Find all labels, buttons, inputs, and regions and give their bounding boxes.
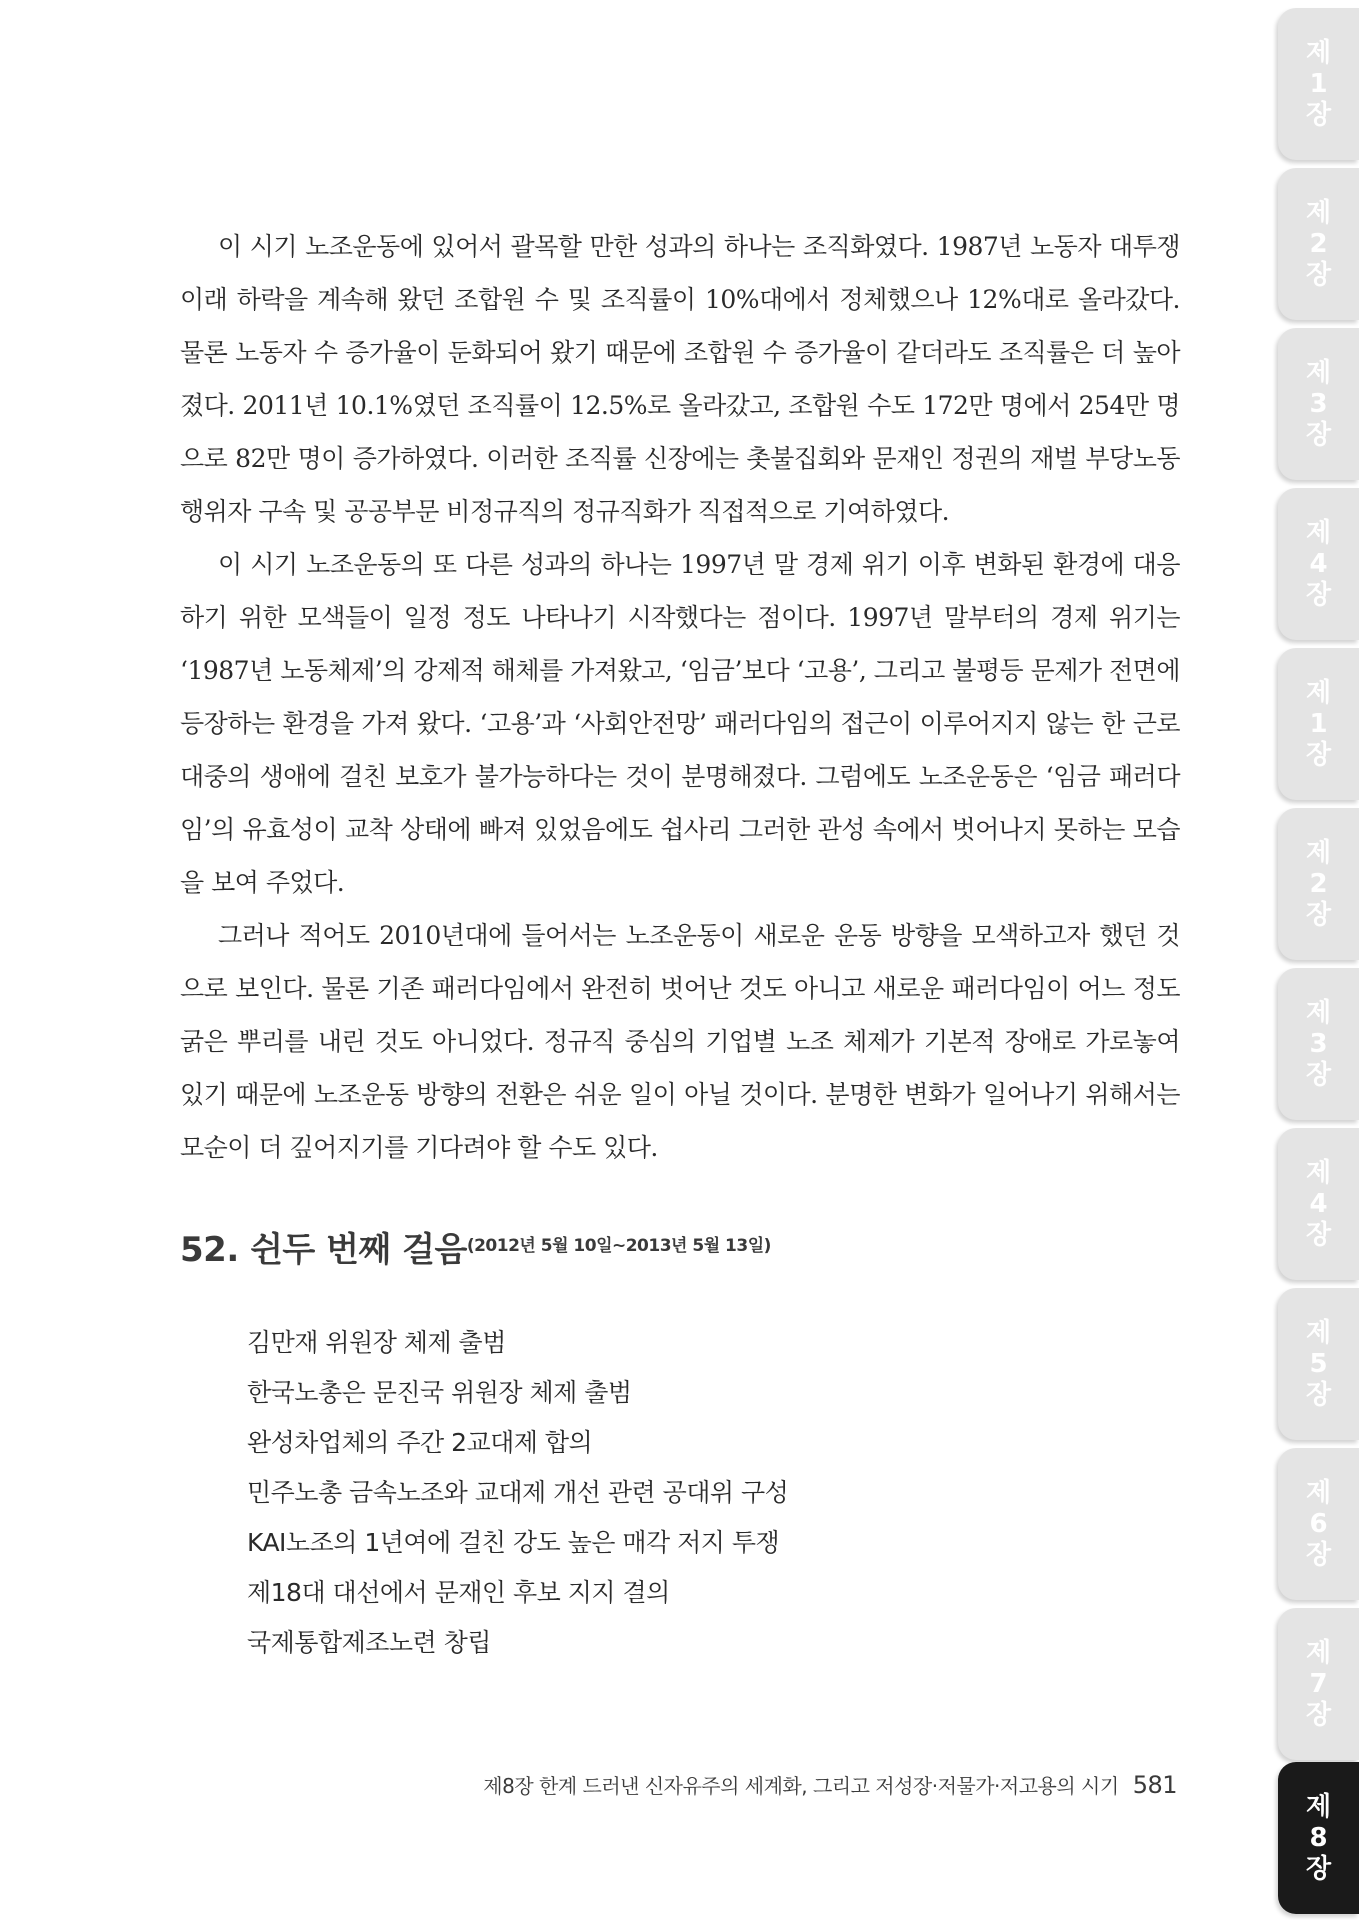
- tab-label-prefix: 제: [1305, 1791, 1332, 1822]
- tab-label-number: 7: [1309, 1668, 1328, 1699]
- tab-label-prefix: 제: [1305, 1477, 1332, 1508]
- list-item: 완성차업체의 주간 2교대제 합의: [247, 1428, 593, 1457]
- tab-label-suffix: 장: [1305, 259, 1332, 290]
- paragraph: 이 시기 노조운동의 또 다른 성과의 하나는 1997년 말 경제 위기 이후 변화된 환경에 대응하기 위한 모색들이 일정 정도 나타나기 시작했다는 점이다. 1997년 말부터의 경제 위기는 ‘1987년 노동체제’의 강제적 해체를 가져왔고, ‘임금’보다 ‘고용’, 그리고 불평등 문제가 전면에 등장하는 환경을 가져 왔다. ‘고용’과 ‘사회안전망’ 패러다임의 접근이 이루어지지 않는 한 근로대중의 생애에 걸친 보호가 불가능하다는 것이 분명해졌다. 그럼에도 노조운동은 ‘임금 패러다임’의 유효성이 교착 상태에 빠져 있었음에도 쉽사리 그러한 관성 속에서 벗어나지 못하는 모습을 보여 주었다.: [180, 550, 1180, 897]
- chapter-tab-12-active[interactable]: [1278, 1762, 1359, 1914]
- chapter-tab-6[interactable]: [1278, 808, 1359, 960]
- chapter-tab-10[interactable]: [1278, 1448, 1359, 1600]
- tab-label-suffix: 장: [1305, 899, 1332, 930]
- list-item: 한국노총은 문진국 위원장 체제 출범: [247, 1378, 632, 1407]
- chapter-tab-7[interactable]: [1278, 968, 1359, 1120]
- tab-label-prefix: 제: [1305, 517, 1332, 548]
- tab-label-number: 2: [1309, 228, 1328, 259]
- tab-label-prefix: 제: [1305, 1157, 1332, 1188]
- tab-label-prefix: 제: [1305, 1637, 1332, 1668]
- list-item: 민주노총 금속노조와 교대제 개선 관련 공대위 구성: [247, 1478, 789, 1507]
- chapter-tab-9[interactable]: [1278, 1288, 1359, 1440]
- tab-label-number: 3: [1309, 388, 1328, 419]
- chapter-tab-11[interactable]: [1278, 1608, 1359, 1760]
- tab-label-prefix: 제: [1305, 837, 1332, 868]
- tab-label-number: 2: [1309, 868, 1328, 899]
- list-item: 국제통합제조노련 창립: [247, 1628, 491, 1657]
- tab-label-prefix: 제: [1305, 677, 1332, 708]
- tab-label-suffix: 장: [1305, 739, 1332, 770]
- list-item: 제18대 대선에서 문재인 후보 지지 결의: [247, 1578, 670, 1607]
- tab-label-number: 8: [1309, 1822, 1328, 1853]
- tab-label-number: 3: [1309, 1028, 1328, 1059]
- footer-chapter-title: 제8장 한계 드러낸 신자유주의 세계화, 그리고 저성장·저물가·저고용의 시기: [483, 1774, 1119, 1798]
- section-title: 52. 쉰두 번째 걸음: [180, 1230, 467, 1270]
- tab-label-suffix: 장: [1305, 1219, 1332, 1250]
- chapter-tab-2[interactable]: [1278, 168, 1359, 320]
- tab-label-suffix: 장: [1305, 1539, 1332, 1570]
- section-date-range: (2012년 5월 10일~2013년 5월 13일): [466, 1236, 771, 1256]
- chapter-tab-1[interactable]: [1278, 8, 1359, 160]
- tab-label-number: 6: [1309, 1508, 1328, 1539]
- tab-label-prefix: 제: [1305, 357, 1332, 388]
- tab-label-suffix: 장: [1305, 1379, 1332, 1410]
- chapter-tab-4[interactable]: [1278, 488, 1359, 640]
- body-text: [180, 220, 1180, 1174]
- tab-label-number: 4: [1309, 548, 1328, 579]
- tab-label-suffix: 장: [1305, 1699, 1332, 1730]
- tab-label-prefix: 제: [1305, 37, 1332, 68]
- event-list: [247, 1318, 788, 1668]
- tab-label-number: 4: [1309, 1188, 1328, 1219]
- running-footer: [483, 1770, 1177, 1799]
- tab-label-suffix: 장: [1305, 1853, 1332, 1884]
- tab-label-suffix: 장: [1305, 579, 1332, 610]
- paragraph: 이 시기 노조운동에 있어서 괄목할 만한 성과의 하나는 조직화였다. 1987년 노동자 대투쟁 이래 하락을 계속해 왔던 조합원 수 및 조직률이 10%대에서 정체했으나 12%대로 올라갔다. 물론 노동자 수 증가율이 둔화되어 왔기 때문에 조합원 수 증가율이 같더라도 조직률은 더 높아졌다. 2011년 10.1%였던 조직률이 12.5%로 올라갔고, 조합원 수도 172만 명에서 254만 명으로 82만 명이 증가하였다. 이러한 조직률 신장에는 촛불집회와 문재인 정권의 재벌 부당노동행위자 구속 및 공공부문 비정규직의 정규직화가 직접적으로 기여하였다.: [180, 232, 1180, 526]
- chapter-tabs: [1278, 0, 1359, 1920]
- tab-label-prefix: 제: [1305, 197, 1332, 228]
- paragraph: 그러나 적어도 2010년대에 들어서는 노조운동이 새로운 운동 방향을 모색하고자 했던 것으로 보인다. 물론 기존 패러다임에서 완전히 벗어난 것도 아니고 새로운 패러다임이 어느 정도 굵은 뿌리를 내린 것도 아니었다. 정규직 중심의 기업별 노조 체제가 기본적 장애로 가로놓여 있기 때문에 노조운동 방향의 전환은 쉬운 일이 아닐 것이다. 분명한 변화가 일어나기 위해서는 모순이 더 깊어지기를 기다려야 할 수도 있다.: [180, 921, 1180, 1162]
- list-item: 김만재 위원장 체제 출범: [247, 1328, 506, 1357]
- chapter-tab-3[interactable]: [1278, 328, 1359, 480]
- tab-label-prefix: 제: [1305, 1317, 1332, 1348]
- chapter-tab-5[interactable]: [1278, 648, 1359, 800]
- tab-label-suffix: 장: [1305, 99, 1332, 130]
- tab-label-suffix: 장: [1305, 1059, 1332, 1090]
- tab-label-number: 1: [1309, 68, 1328, 99]
- list-item: KAI노조의 1년여에 걸친 강도 높은 매각 저지 투쟁: [247, 1528, 780, 1557]
- tab-label-prefix: 제: [1305, 997, 1332, 1028]
- page-number: 581: [1132, 1771, 1177, 1799]
- tab-label-suffix: 장: [1305, 419, 1332, 450]
- chapter-tab-8[interactable]: [1278, 1128, 1359, 1280]
- tab-label-number: 1: [1309, 708, 1328, 739]
- section-heading: [180, 1222, 771, 1271]
- tab-label-number: 5: [1309, 1348, 1328, 1379]
